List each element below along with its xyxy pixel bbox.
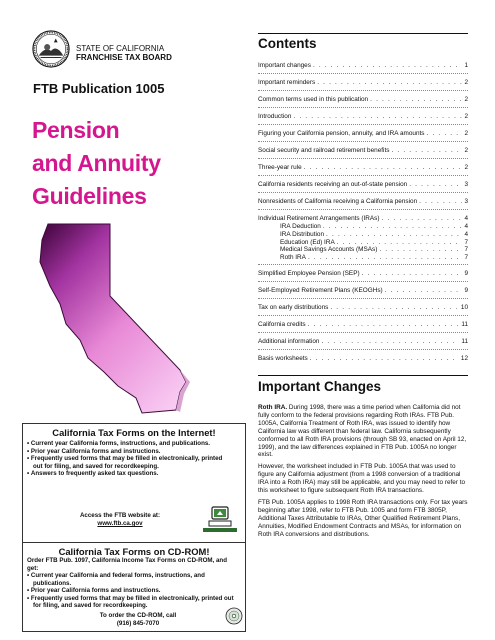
toc-entry-title: Important reminders <box>258 79 316 86</box>
toc-entry[interactable] <box>258 304 468 312</box>
toc-entry[interactable] <box>258 198 468 206</box>
toc-entry[interactable] <box>258 113 468 121</box>
toc-leader-dots <box>317 79 462 87</box>
important-changes-body <box>258 404 468 543</box>
toc-entry-title: California credits <box>258 321 306 328</box>
toc-entry[interactable] <box>258 270 468 278</box>
toc-entry-title: Self-Employed Retirement Plans (KEOGHs) <box>258 287 383 294</box>
title-line-1: Pension <box>32 117 120 143</box>
toc-page-number: 4 <box>464 215 468 222</box>
toc-entry-title: Education (Ed) IRA <box>280 238 335 246</box>
toc-separator <box>258 158 468 159</box>
toc-leader-dots <box>385 287 463 295</box>
list-item: • Prior year California forms and instructions. <box>27 587 237 595</box>
changes-paragraph <box>258 404 468 459</box>
toc-entry[interactable] <box>258 62 468 70</box>
toc-separator <box>258 264 468 265</box>
toc-entry-title: California residents receiving an out-of-state pension <box>258 181 408 188</box>
toc-leader-dots <box>337 239 463 247</box>
toc-leader-dots <box>310 355 459 363</box>
toc-subentry[interactable] <box>258 246 468 254</box>
toc-page-number: 7 <box>464 254 468 262</box>
toc-entry[interactable] <box>258 79 468 87</box>
changes-text: During 1998, there was a time period when California did not fully conform to the federal provisions regarding Roth IRAs. FTB Pub. 1005A, California Treatment of Roth IRA, was issued to identify how California law was different than federal law. California subsequently conformed to all Roth IRA provisions (through SB 93, enacted on April 12, 1999), and the law differences explained in FTB Pub. 1005A no longer exist. <box>258 404 467 459</box>
important-changes-title: Important Changes <box>258 379 382 394</box>
toc-leader-dots <box>308 254 463 262</box>
title-line-3: Guidelines <box>32 183 147 209</box>
toc-subentry[interactable] <box>258 223 468 231</box>
toc-row <box>258 321 468 329</box>
toc-entry-title: Tax on early distributions <box>258 304 329 311</box>
toc-entry[interactable] <box>258 287 468 295</box>
toc-page-number: 9 <box>464 270 468 277</box>
toc-separator <box>258 73 468 74</box>
toc-leader-dots <box>379 246 462 254</box>
toc-row <box>258 130 468 138</box>
toc-entry-title: Additional information <box>258 338 320 345</box>
toc-entry-title: Basis worksheets <box>258 355 308 362</box>
toc-entry-title: Simplified Employee Pension (SEP) <box>258 270 360 277</box>
toc-entry[interactable] <box>258 215 468 262</box>
list-item: • Current year California forms, instructions, and publications. <box>27 440 232 448</box>
cd-rom-icon <box>225 607 243 625</box>
website-cta: Access the FTB website at: <box>79 512 161 519</box>
california-map-icon <box>30 222 200 417</box>
toc-leader-dots <box>370 96 462 104</box>
toc-entry[interactable] <box>258 355 468 363</box>
toc-subentry[interactable] <box>258 231 468 239</box>
changes-lead: Roth IRA. <box>258 404 288 411</box>
toc-entry-title: Social security and railroad retirement benefits <box>258 147 390 154</box>
cdrom-intro: Order FTB Pub. 1097, California Income Tax Forms on CD-ROM, and get: <box>27 557 227 572</box>
toc-row <box>258 270 468 278</box>
toc-row <box>258 147 468 155</box>
toc-leader-dots <box>304 164 463 172</box>
toc-row <box>258 113 468 121</box>
toc-entry-title: IRA Deduction <box>280 223 321 230</box>
toc-subentry[interactable] <box>258 254 468 262</box>
toc-page-number: 1 <box>464 62 468 69</box>
toc-entry-title: Nonresidents of California receiving a California pension <box>258 198 418 205</box>
list-item: • Prior year California forms and instructions. <box>27 448 232 456</box>
toc-entry-title: Roth IRA <box>280 254 306 262</box>
toc-page-number: 4 <box>464 223 468 230</box>
toc-separator <box>258 281 468 282</box>
internet-forms-heading: California Tax Forms on the Internet! <box>52 427 216 438</box>
toc-separator <box>258 107 468 108</box>
toc-page-number: 2 <box>464 113 468 120</box>
toc-row <box>258 96 468 104</box>
toc-page-number: 2 <box>464 79 468 86</box>
list-item: • Frequently used forms that may be filled in electronically, printed out for filing, and saved for recordkeeping. <box>27 455 232 470</box>
toc-page-number: 3 <box>464 181 468 188</box>
toc-row <box>258 181 468 189</box>
toc-leader-dots <box>381 215 462 223</box>
toc-page-number: 2 <box>464 164 468 171</box>
toc-separator <box>258 315 468 316</box>
toc-separator <box>258 298 468 299</box>
toc-row <box>258 164 468 172</box>
toc-entry[interactable] <box>258 321 468 329</box>
cdrom-forms-list <box>27 572 237 610</box>
toc-entry[interactable] <box>258 164 468 172</box>
toc-leader-dots <box>313 62 463 70</box>
toc-leader-dots <box>321 338 459 346</box>
changes-text: However, the worksheet included in FTB Pub. 1005A that was used to figure any California adjustment (from a 1998 conversion of a traditional IRA into a Roth IRA) may still be applicable, and you may need to refer to this worksheet to figure subsequent Roth IRA transactions. <box>258 463 466 495</box>
list-item: • Frequently used forms that may be filled in electronically, printed out for filing, and saved for recordkeeping. <box>27 595 237 610</box>
toc-entry[interactable] <box>258 147 468 155</box>
toc-entry-title: Medical Savings Accounts (MSAs) <box>280 246 378 254</box>
toc-entry[interactable] <box>258 338 468 346</box>
toc-separator <box>258 90 468 91</box>
toc-leader-dots <box>362 270 463 278</box>
toc-leader-dots <box>293 113 462 121</box>
toc-page-number: 9 <box>464 287 468 294</box>
toc-leader-dots <box>308 321 460 329</box>
toc-page-number: 11 <box>461 338 468 345</box>
toc-row <box>258 338 468 346</box>
toc-separator <box>258 349 468 350</box>
changes-paragraph <box>258 463 468 495</box>
toc-row <box>258 215 468 223</box>
cdrom-forms-heading: California Tax Forms on CD-ROM! <box>58 546 210 557</box>
toc-separator <box>258 124 468 125</box>
agency-line-1: STATE OF CALIFORNIA <box>76 44 165 53</box>
toc-page-number: 7 <box>464 246 468 254</box>
contents-rule <box>258 33 468 34</box>
toc-entry-title: Individual Retirement Arrangements (IRAs) <box>258 215 380 222</box>
toc-row <box>258 304 468 312</box>
changes-text: FTB Pub. 1005A applies to 1998 Roth IRA transactions only. For tax years beginning after 1998, refer to FTB Pub. 1005 and form FTB 3805P, Additional Taxes Attributable to IRAs, Other Qualified Retirement Plans, Annuities, Modified Endowment Contracts and MSAs, for information on Roth IRA conversions and distributions. <box>258 498 468 538</box>
toc-leader-dots <box>419 198 462 206</box>
contents-title: Contents <box>258 36 317 51</box>
toc-page-number: 2 <box>464 96 468 103</box>
toc-entry[interactable] <box>258 96 468 104</box>
toc-page-number: 3 <box>464 198 468 205</box>
computer-icon <box>201 506 239 534</box>
toc-subentry[interactable] <box>258 239 468 247</box>
internet-forms-box <box>22 423 246 543</box>
cdrom-order-cta: To order the CD-ROM, call <box>99 612 177 619</box>
toc-page-number: 4 <box>464 230 468 238</box>
state-seal-icon <box>32 30 70 68</box>
toc-leader-dots <box>391 147 462 155</box>
toc-entry-title: Three-year rule <box>258 164 302 171</box>
toc-row <box>258 198 468 206</box>
toc-page-number: 11 <box>461 321 468 328</box>
toc-entry[interactable] <box>258 130 468 138</box>
toc-separator <box>258 332 468 333</box>
toc-separator <box>258 192 468 193</box>
changes-paragraph <box>258 499 468 539</box>
list-item: • Current year California and federal forms, instructions, and publications. <box>27 572 237 587</box>
toc-row <box>258 355 468 363</box>
toc-page-number: 7 <box>464 238 468 246</box>
toc-leader-dots <box>326 231 462 239</box>
toc-entry[interactable] <box>258 181 468 189</box>
website-link[interactable]: www.ftb.ca.gov <box>97 520 143 527</box>
toc-row <box>258 287 468 295</box>
toc-entry-title: Common terms used in this publication <box>258 96 369 103</box>
cdrom-phone: (916) 845-7070 <box>116 620 160 627</box>
toc-page-number: 2 <box>464 130 468 137</box>
toc-leader-dots <box>330 304 459 312</box>
title-line-2: and Annuity <box>32 150 161 176</box>
toc-row <box>258 62 468 70</box>
publication-number: FTB Publication 1005 <box>33 81 165 96</box>
toc-entry-title: IRA Distribution <box>280 230 325 238</box>
toc-leader-dots <box>409 181 462 189</box>
toc-page-number: 10 <box>460 304 468 311</box>
internet-forms-list <box>27 440 232 478</box>
toc-page-number: 2 <box>464 147 468 154</box>
toc-page-number: 12 <box>460 355 468 362</box>
list-item: • Answers to frequently asked tax questions. <box>27 470 232 478</box>
toc-separator <box>258 209 468 210</box>
toc-leader-dots <box>427 130 463 138</box>
toc-leader-dots <box>323 223 463 231</box>
toc-separator <box>258 141 468 142</box>
toc-separator <box>258 175 468 176</box>
agency-line-2: FRANCHISE TAX BOARD <box>76 53 172 62</box>
toc-entry-title: Figuring your California pension, annuity, and IRA amounts <box>258 130 425 137</box>
toc-entry-title: Important changes <box>258 62 311 69</box>
toc-entry-title: Introduction <box>258 113 292 120</box>
changes-rule <box>258 375 468 376</box>
cdrom-forms-box <box>22 542 246 632</box>
toc-row <box>258 79 468 87</box>
